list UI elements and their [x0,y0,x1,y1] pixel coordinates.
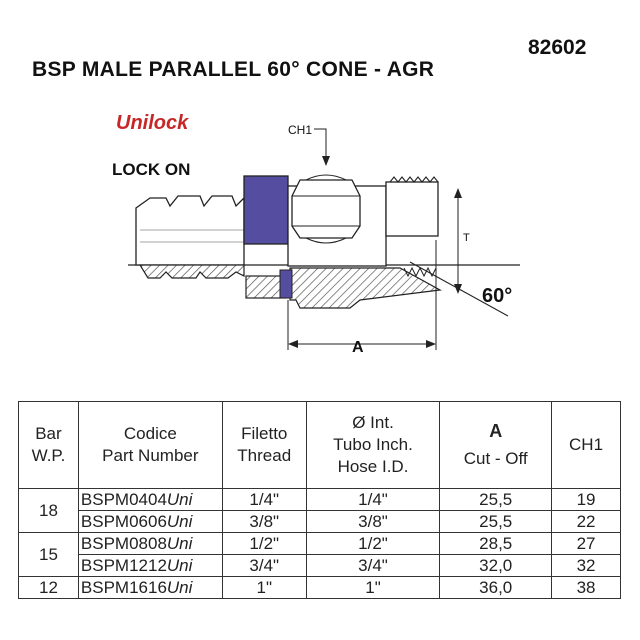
t-label: T [463,232,470,244]
spec-table [18,401,621,599]
part-number-cell: BSPM0606Uni [78,511,222,533]
table-row [19,489,621,511]
header-a: A Cut - Off [440,402,552,489]
thread-cell: 1" [222,577,306,599]
lock-on-label: LOCK ON [112,160,191,179]
bar-cell: 15 [19,533,79,577]
angle-label: 60° [482,285,513,307]
part-number-cell: BSPM1616Uni [78,577,222,599]
hose-id-cell: 1/4" [306,489,440,511]
table-header-row [19,402,621,489]
bar-cell: 18 [19,489,79,533]
male-thread [386,182,438,236]
product-code: 82602 [528,36,587,59]
table-row [19,533,621,555]
ch1-cell: 27 [552,533,621,555]
ch1-cell: 32 [552,555,621,577]
fitting-diagram [0,100,640,370]
table-row [19,511,621,533]
hose-tail-lower [140,265,244,278]
thread-cell: 3/4" [222,555,306,577]
cut-off-cell: 25,5 [440,489,552,511]
part-number-cell: BSPM0404Uni [78,489,222,511]
brand-label: Unilock [116,112,189,134]
hose-id-cell: 1" [306,577,440,599]
ch1-cell: 38 [552,577,621,599]
header-ch1: CH1 [552,402,621,489]
bar-cell: 12 [19,577,79,599]
header-bar: Bar W.P. [19,402,79,489]
header-filetto: Filetto Thread [222,402,306,489]
hose-id-cell: 3/8" [306,511,440,533]
header-tubo: Ø Int. Tubo Inch. Hose I.D. [306,402,440,489]
product-title: BSP MALE PARALLEL 60° CONE - AGR [32,58,435,81]
thread-cell: 1/4" [222,489,306,511]
cut-off-cell: 36,0 [440,577,552,599]
hose-tail-upper [136,196,244,265]
ch1-cell: 22 [552,511,621,533]
part-number-cell: BSPM1212Uni [78,555,222,577]
part-number-cell: BSPM0808Uni [78,533,222,555]
cut-off-cell: 28,5 [440,533,552,555]
cut-off-cell: 32,0 [440,555,552,577]
ch1-leader [314,129,326,160]
table-row [19,577,621,599]
hex-nut [292,180,360,238]
lock-ring [244,176,288,244]
hose-id-cell: 3/4" [306,555,440,577]
cut-off-cell: 25,5 [440,511,552,533]
thread-cell: 1/2" [222,533,306,555]
hose-id-cell: 1/2" [306,533,440,555]
header-codice: Codice Part Number [78,402,222,489]
thread-cell: 3/8" [222,511,306,533]
a-label: A [352,339,364,356]
table-row [19,555,621,577]
ch1-cell: 19 [552,489,621,511]
ch1-label: CH1 [288,123,313,137]
